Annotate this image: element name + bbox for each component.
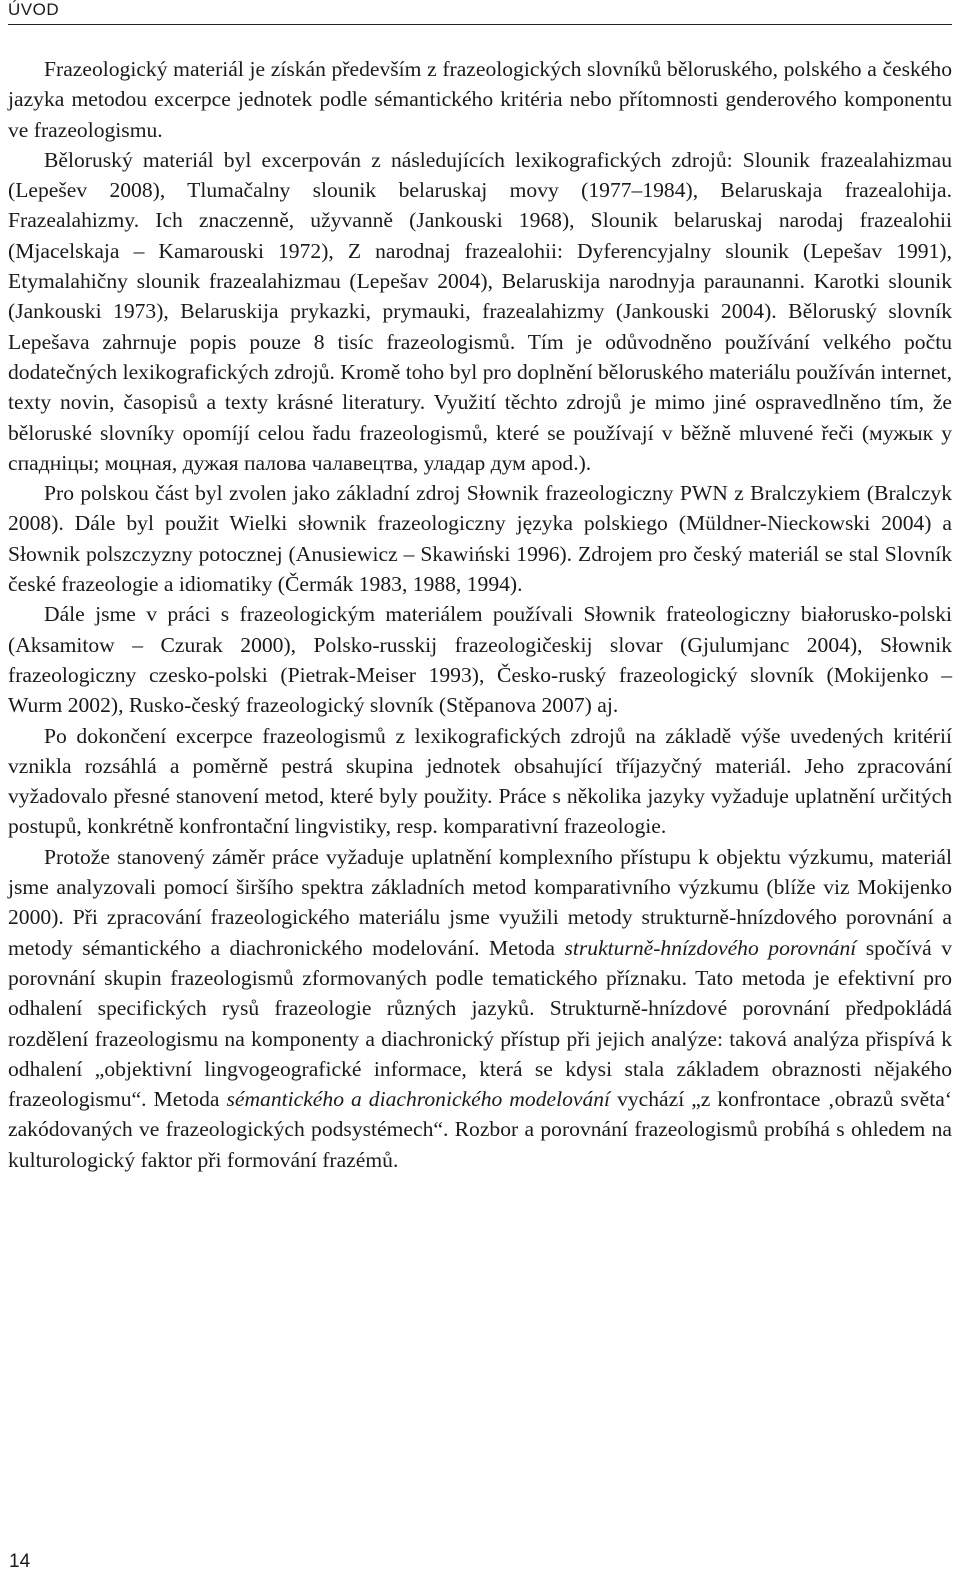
section-title: ÚVOD (8, 0, 60, 19)
body-text (8, 54, 952, 1175)
paragraph-6-text-b: spočívá v porovnání skupin frazeologismů zformovaných podle tematického příznaku. Tato metoda je efektivní pro odhalení specifických rysů frazeologie různých jazyků. Strukturně-hnízdové porovnání předpokládá rozdělení frazeologismu na komponenty a diachronický přístup při jejich analýze: taková analýza přispívá k odhalení „objektivní lingvogeografické informace, která se kdysi stala základem obraznosti nějakého frazeologismu“. Metoda (8, 935, 952, 1112)
paragraph-6-text-a: Protože stanovený záměr práce vyžaduje uplatnění komplexního přístupu k objektu výzkumu, materiál jsme analyzovali pomocí širšího spektra základních metod komparativního výzkumu (blíže viz Mokijenko 2000). Při zpracování frazeologického materiálu jsme využili metody strukturně-hnízdového porovnání a metody sémantického a diachronického modelování. Metoda (8, 844, 952, 960)
paragraph-6 (8, 842, 952, 1175)
paragraph-2: Běloruský materiál byl excerpován z následujících lexikografických zdrojů: Slounik frazealahizmau (Lepešev 2008), Tlumačalny slounik belaruskaj movy (1977–1984), Belaruskaja frazealohija. Frazealahizmy. Ich znaczenně, užyvanně (Jankouski 1968), Slounik belaruskaj narodaj frazealohii (Mjacelskaja – Kamarouski 1972), Z narodnaj frazealohii: Dyferencyjalny slounik (Lepešav 1991), Etymalahičny slounik frazealahizmau (Lepešav 2004), Belaruskija narodnyja paraunanni. Karotki slounik (Jankouski 1973), Belaruskija prykazki, prymauki, frazealahizmy (Jankouski 2004). Běloruský slovník Lepešava zahrnuje popis pouze 8 tisíc frazeologismů. Tím je odůvodněno používání velkého počtu dodatečných lexikografických zdrojů. Kromě toho byl pro doplnění běloruského materiálu používán internet, texty novin, časopisů a texty krásné literatury. Využití těchto zdrojů je mimo jiné ospravedlněno tím, že běloruské slovníky opomíjí celou řadu frazeologismů, které se používají v běžně mluvené řeči (мужык у спадніцы; моцная, дужая палова чалавецтва, уладар дум apod.). (8, 147, 952, 475)
method-term-1: strukturně-hnízdového porovnání (564, 935, 857, 960)
paragraph-6-text-c: vychází „z konfrontace ‚obrazů světa‘ zakódovaných ve frazeologických podsystémech“. Rozbor a porovnání frazeologismů probíhá s ohledem na kulturologický faktor při formování frazémů. (8, 1087, 952, 1172)
method-term-2: sémantického a diachronického modelování (226, 1087, 611, 1112)
paragraph-5: Po dokončení excerpce frazeologismů z lexikografických zdrojů na základě výše uvedených kritérií vznikla rozsáhlá a poměrně pestrá skupina jednotek obsahující tříjazyčný materiál. Jeho zpracování vyžadovalo přesné stanovení metod, které byly použity. Práce s několika jazyky vyžaduje uplatnění určitých postupů, konkrétně konfrontační lingvistiky, resp. komparativní frazeologie. (8, 723, 952, 839)
running-header (8, 0, 952, 25)
paragraph-1: Frazeologický materiál je získán především z frazeologických slovníků běloruského, polského a českého jazyka metodou excerpce jednotek podle sémantického kritéria nebo přítomnosti genderového komponentu ve frazeologismu. (8, 57, 952, 142)
page-number: 14 (9, 1551, 31, 1572)
paragraph-3: Pro polskou část byl zvolen jako základní zdroj Słownik frazeologiczny PWN z Bralczykiem (Bralczyk 2008). Dále byl použit Wielki słownik frazeologiczny języka polskiego (Müldner-Nieckowski 2004) a Słownik polszczyzny potocznej (Anusiewicz – Skawiński 1996). Zdrojem pro český materiál se stal Slovník české frazeologie a idiomatiky (Čermák 1983, 1988, 1994). (8, 481, 952, 597)
paragraph-4: Dále jsme v práci s frazeologickým materiálem používali Słownik frateologiczny białorusko-polski (Aksamitow – Czurak 2000), Polsko-russkij frazeologičeskij slovar (Gjulumjanc 2004), Słownik frazeologiczny czesko-polski (Pietrak-Meiser 1993), Česko-ruský frazeologický slovník (Mokijenko – Wurm 2002), Rusko-český frazeologický slovník (Stěpanova 2007) aj. (8, 602, 952, 718)
